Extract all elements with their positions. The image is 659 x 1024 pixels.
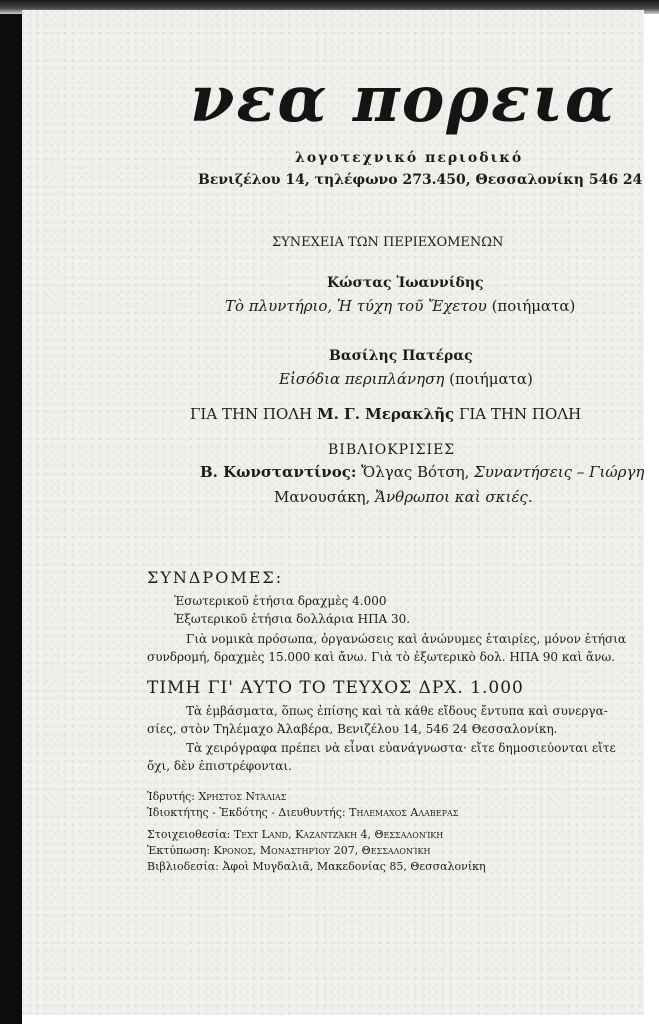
subscriptions-legal-2: συνδρομή, δραχμὲς 15.000 καὶ ἄνω. Γιὰ τὸ ἐξωτερικὸ δολ. ΗΠΑ 90 καὶ ἄνω.: [147, 650, 615, 664]
founder-label: Ἱδρυτής:: [147, 790, 195, 803]
gia-right-text: ΓΙΑ ΤΗΝ ΠΟΛΗ: [458, 405, 582, 423]
review-line-2: [274, 488, 533, 506]
review-book-title-1: Συναντήσεις – Γιώργη: [474, 463, 645, 481]
contents-author-1: Κώστας Ἰωαννίδης: [327, 275, 484, 291]
printing-label: Ἐκτύπωση:: [147, 844, 211, 857]
magazine-address: Βενιζέλου 14, τηλέφωνο 273.450, Θεσσαλονίκη 546 24: [198, 172, 643, 188]
review-book-title-2: Ἄνθρωποι καὶ σκιές.: [375, 488, 533, 506]
magazine-subtitle: λογοτεχνικό περιοδικό: [295, 150, 524, 166]
subscriptions-abroad: Ἐξωτερικοῦ ἐτήσια δολλάρια ΗΠΑ 30.: [174, 612, 411, 626]
credit-binding: [147, 860, 486, 873]
owner-name: Τηλεμαχος Αλαβερας: [349, 806, 459, 819]
gia-author: Μ. Γ. Μερακλῆς: [317, 405, 455, 423]
credit-printing: [147, 844, 430, 857]
review-line-1: [200, 463, 644, 481]
binding-value: Ἀφοὶ Μυγδαλιᾶ, Μακεδονίας 85, Θεσσαλονίκη: [222, 860, 486, 873]
scan-left-edge: [0, 0, 22, 1024]
price-remittances-1: Τὰ ἐμβάσματα, ὅπως ἐπίσης καὶ τὰ κάθε εἴδους ἔντυπα καὶ συνεργα-: [186, 704, 608, 718]
contents-title: ΣΥΝΕΧΕΙΑ ΤΩΝ ΠΕΡΙΕΧΟΜΕΝΩΝ: [272, 235, 504, 250]
contents-works-1-titles: Τὸ πλυντήριο, Ἡ τύχη τοῦ Ἔχετου: [225, 297, 487, 315]
review-book-author-2: Μανουσάκη,: [274, 488, 371, 506]
magazine-page: [22, 10, 644, 1015]
contents-author-2: Βασίλης Πατέρας: [329, 348, 473, 364]
contents-works-2-titles: Εἰσόδια περιπλάνηση: [279, 370, 445, 388]
gia-left-text: ΓΙΑ ΤΗΝ ΠΟΛΗ: [190, 405, 313, 423]
contents-works-2-note: (ποιήματα): [449, 370, 533, 388]
printing-value: Κρονος, Μοναστηρίου 207, Θεσσαλονίκη: [213, 844, 431, 857]
owner-label: Ἰδιοκτήτης - Ἐκδότης - Διευθυντής:: [147, 806, 346, 819]
issue-price-title: ΤΙΜΗ ΓΙ' ΑΥΤΟ ΤΟ ΤΕΥΧΟΣ ΔΡΧ. 1.000: [147, 678, 524, 698]
magazine-masthead: νεα πορεια: [190, 62, 617, 137]
reviews-title: ΒΙΒΛΙΟΚΡΙΣΙΕΣ: [328, 442, 456, 458]
price-remittances-2: σίες, στὸν Τηλέμαχο Ἀλαβέρα, Βενιζέλου 14, 546 24 Θεσσαλονίκη.: [147, 722, 558, 736]
contents-works-2: [279, 370, 533, 388]
credit-founder: [147, 790, 286, 803]
credit-typesetting: [147, 828, 443, 841]
subscriptions-title: ΣΥΝΔΡΟΜΕΣ:: [147, 568, 284, 587]
contents-works-1: [225, 297, 575, 315]
founder-name: Χρηστος Ντάλιας: [198, 790, 287, 803]
typesetting-label: Στοιχειοθεσία:: [147, 828, 231, 841]
review-book-author-1: Ὄλγας Βότση,: [361, 463, 470, 481]
review-author: Β. Κωνσταντίνος:: [200, 463, 357, 481]
price-manuscripts-2: ὄχι, δὲν ἐπιστρέφονται.: [147, 759, 292, 773]
price-manuscripts-1: Τὰ χειρόγραφα πρέπει νὰ εἶναι εὐανάγνωστα· εἴτε δημοσιεύονται εἴτε: [186, 741, 616, 755]
binding-label: Βιβλιοδεσία:: [147, 860, 219, 873]
subscriptions-legal-1: Γιὰ νομικὰ πρόσωπα, ὀργανώσεις καὶ ἀνώνυμες ἑταιρίες, μόνον ἐτήσια: [186, 632, 627, 646]
typesetting-value: Text Land, Καζαντζάκη 4, Θεσσαλονίκη: [233, 828, 444, 841]
subscriptions-domestic: Ἐσωτερικοῦ ἐτήσια δραχμὲς 4.000: [174, 594, 387, 608]
contents-works-1-note: (ποιήματα): [491, 297, 576, 315]
contents-gia-tin-poli: [190, 405, 581, 423]
credit-owner: [147, 806, 458, 819]
